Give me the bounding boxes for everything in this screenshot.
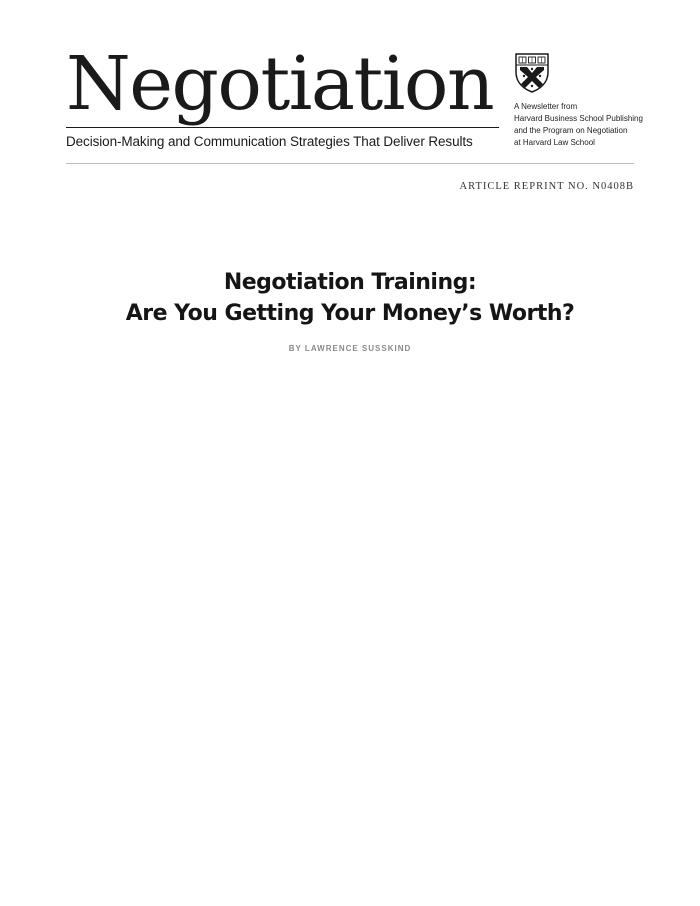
masthead-rule xyxy=(66,127,499,128)
article-title xyxy=(0,267,700,329)
publisher-line: Harvard Business School Publishing xyxy=(514,114,643,123)
masthead-title: Negotiation xyxy=(66,41,494,127)
header-divider xyxy=(66,163,634,164)
masthead-tagline: Decision-Making and Communication Strategies That Deliver Results xyxy=(66,134,473,149)
publisher-line: at Harvard Law School xyxy=(514,138,595,147)
publisher-line: and the Program on Negotiation xyxy=(514,126,628,135)
article-reprint-number: ARTICLE REPRINT NO. N0408B xyxy=(459,181,634,192)
publisher-note xyxy=(514,101,644,149)
harvard-seal-icon xyxy=(515,53,549,93)
article-title-line: Are You Getting Your Money’s Worth? xyxy=(125,301,575,326)
article-byline: BY LAWRENCE SUSSKIND xyxy=(288,344,412,353)
publisher-line: A Newsletter from xyxy=(514,102,578,111)
article-title-line: Negotiation Training: xyxy=(223,270,477,295)
